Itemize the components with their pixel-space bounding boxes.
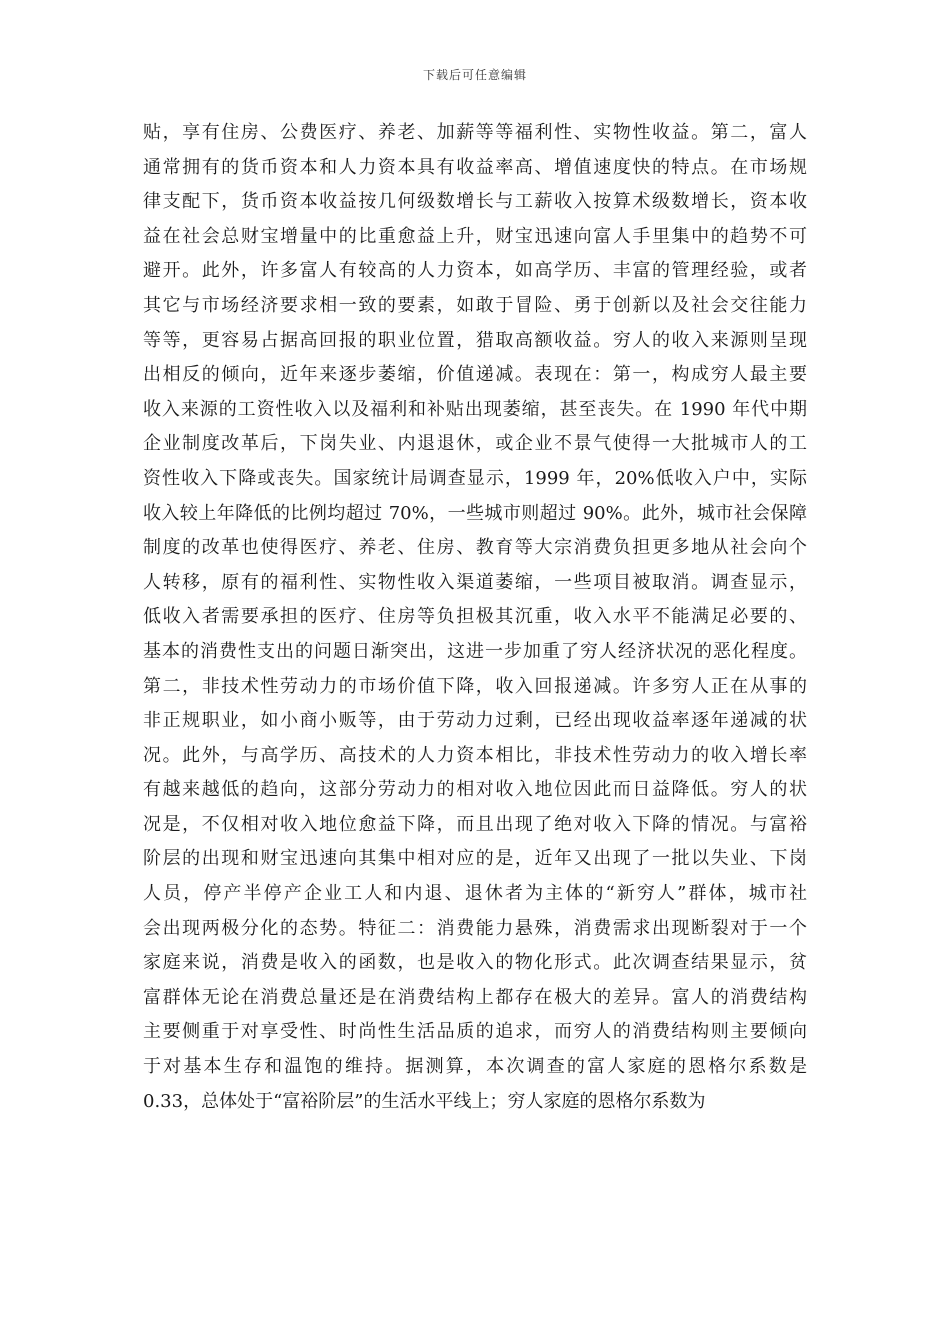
text-line: 避开。此外，许多富人有较高的人力资本，如高学历、丰富的管理经验，或者 <box>143 260 807 282</box>
text-line: 非正规职业，如小商小贩等，由于劳动力过剩，已经出现收益率逐年递减的状 <box>143 710 807 732</box>
text-line: 家庭来说，消费是收入的函数，也是收入的物化形式。此次调查结果显示，贫 <box>143 952 807 974</box>
text-line: 企业制度改革后，下岗失业、内退退休，或企业不景气使得一大批城市人的工 <box>143 433 807 455</box>
text-line: 收入较上年降低的比例均超过 70%，一些城市则超过 90%。此外，城市社会保障 <box>143 502 807 524</box>
text-line: 基本的消费性支出的问题日渐突出，这进一步加重了穷人经济状况的恶化程度。 <box>143 640 807 662</box>
text-line: 人转移，原有的福利性、实物性收入渠道萎缩，一些项目被取消。调查显示， <box>143 571 807 593</box>
text-line: 出相反的倾向，近年来逐步萎缩，价值递减。表现在：第一，构成穷人最主要 <box>143 364 807 386</box>
text-line: 等等，更容易占据高回报的职业位置，猎取高额收益。穷人的收入来源则呈现 <box>143 329 807 351</box>
text-line: 其它与市场经济要求相一致的要素，如敢于冒险、勇于创新以及社会交往能力 <box>143 294 807 316</box>
text-line: 收入来源的工资性收入以及福利和补贴出现萎缩，甚至丧失。在 1990 年代中期 <box>143 398 807 420</box>
page-header: 下载后可任意编辑 <box>422 68 527 82</box>
text-line: 有越来越低的趋向，这部分劳动力的相对收入地位因此而日益降低。穷人的状 <box>143 779 807 801</box>
text-line: 会出现两极分化的态势。特征二：消费能力悬殊，消费需求出现断裂对于一个 <box>143 917 807 939</box>
text-line: 人员，停产半停产企业工人和内退、退休者为主体的“新穷人”群体，城市社 <box>143 883 807 905</box>
text-line: 律支配下，货币资本收益按几何级数增长与工薪收入按算术级数增长，资本收 <box>143 191 807 213</box>
text-line: 富群体无论在消费总量还是在消费结构上都存在极大的差异。富人的消费结构 <box>143 986 807 1008</box>
text-line: 贴，享有住房、公费医疗、养老、加薪等等福利性、实物性收益。第二，富人 <box>143 122 807 143</box>
text-line: 于对基本生存和温饱的维持。据测算，本次调查的富人家庭的恩格尔系数是 <box>143 1056 807 1078</box>
text-line: 资性收入下降或丧失。国家统计局调查显示，1999 年，20%低收入户中，实际 <box>143 467 807 489</box>
text-line: 况是，不仅相对收入地位愈益下降，而且出现了绝对收入下降的情况。与富裕 <box>143 813 807 835</box>
text-line: 况。此外，与高学历、高技术的人力资本相比，非技术性劳动力的收入增长率 <box>143 744 807 766</box>
text-line: 低收入者需要承担的医疗、住房等负担极其沉重，收入水平不能满足必要的、 <box>143 606 807 628</box>
text-line: 制度的改革也使得医疗、养老、住房、教育等大宗消费负担更多地从社会向个 <box>143 537 807 559</box>
text-line: 阶层的出现和财宝迅速向其集中相对应的是，近年又出现了一批以失业、下岗 <box>143 848 807 870</box>
text-line: 主要侧重于对享受性、时尚性生活品质的追求，而穷人的消费结构则主要倾向 <box>143 1021 807 1043</box>
text-line: 益在社会总财宝增量中的比重愈益上升，财宝迅速向富人手里集中的趋势不可 <box>143 225 807 247</box>
text-line: 通常拥有的货币资本和人力资本具有收益率高、增值速度快的特点。在市场规 <box>143 156 807 178</box>
document-body <box>143 116 807 1119</box>
text-line: 第二，非技术性劳动力的市场价值下降，收入回报递减。许多穷人正在从事的 <box>143 675 807 697</box>
text-line: 0.33，总体处于“富裕阶层”的生活水平线上；穷人家庭的恩格尔系数为 <box>143 1090 706 1112</box>
